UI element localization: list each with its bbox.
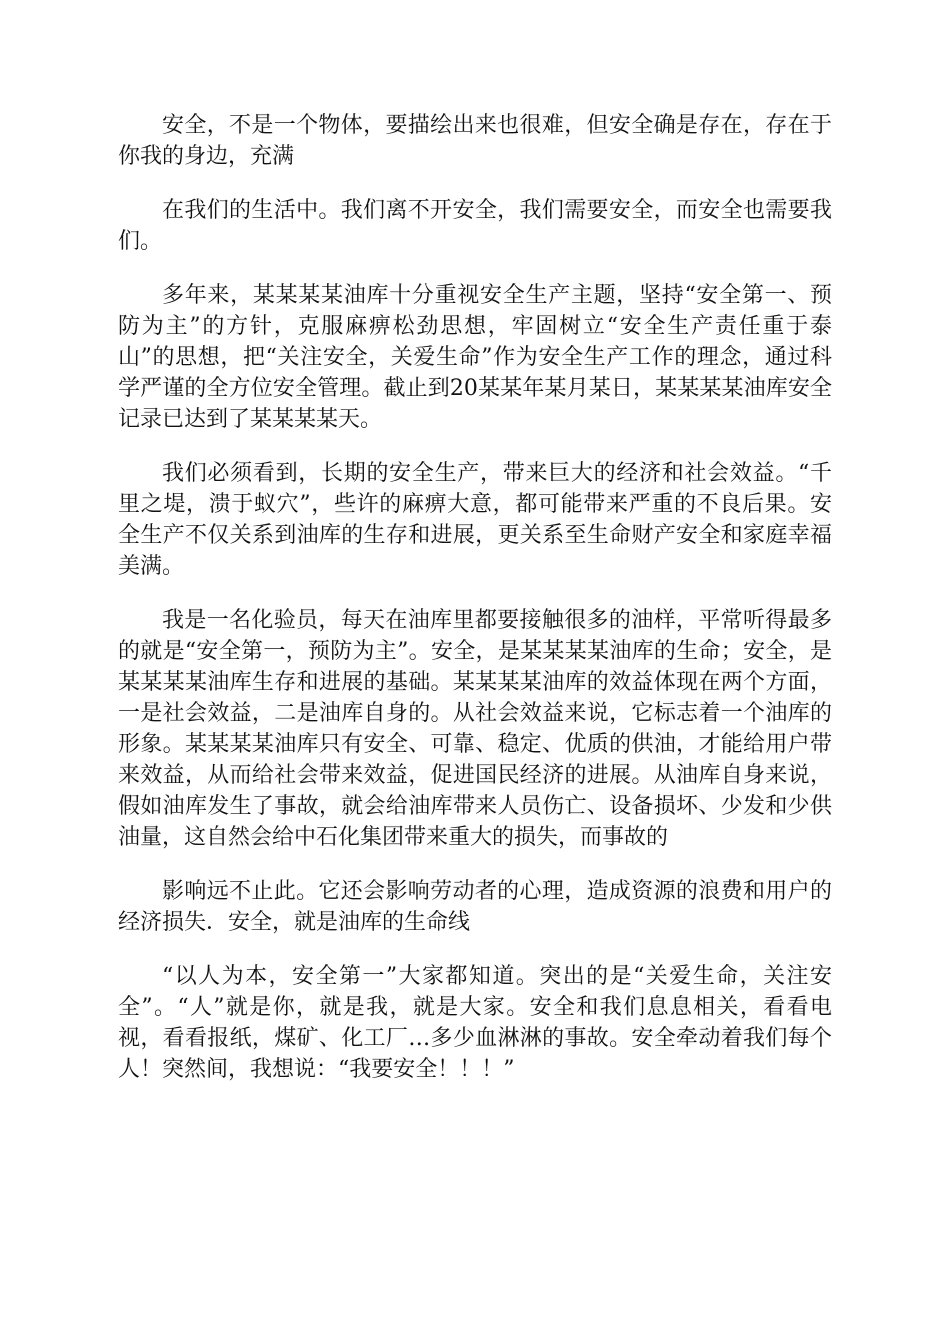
paragraph-4: 我们必须看到，长期的安全生产，带来巨大的经济和社会效益。“千里之堤，溃于蚁穴”，些许的麻痹大意，都可能带来严重的不良后果。安全生产不仅关系到油库的生存和进展，更关系至生命财产安全和家庭幸福美满。 <box>118 461 832 579</box>
paragraph-2: 在我们的生活中。我们离不开安全，我们需要安全，而安全也需要我们。 <box>118 198 832 254</box>
paragraph-3: 多年来，某某某某油库十分重视安全生产主题，坚持“安全第一、预防为主”的方针，克服麻痹松劲思想，牢固树立“安全生产责任重于泰山”的思想，把“关注安全，关爱生命”作为安全生产工作的理念，通过科学严谨的全方位安全管理。截止到20某某年某月某日，某某某某油库安全记录已达到了某某某某天。 <box>118 283 832 432</box>
paragraph-6: 影响远不止此。它还会影响劳动者的心理，造成资源的浪费和用户的经济损失．安全，就是油库的生命线 <box>118 879 832 935</box>
paragraph-5: 我是一名化验员，每天在油库里都要接触很多的油样，平常听得最多的就是“安全第一，预防为主”。安全，是某某某某油库的生命；安全，是某某某某油库生存和进展的基础。某某某某油库的效益体现在两个方面，一是社会效益，二是油库自身的。从社会效益来说，它标志着一个油库的形象。某某某某油库只有安全、可靠、稳定、优质的供油，才能给用户带来效益，从而给社会带来效益，促进国民经济的进展。从油库自身来说，假如油库发生了事故，就会给油库带来人员伤亡、设备损坏、少发和少供油量，这自然会给中石化集团带来重大的损失，而事故的 <box>118 608 832 850</box>
paragraph-7: “以人为本，安全第一”大家都知道。突出的是“关爱生命，关注安全”。“人”就是你，就是我，就是大家。安全和我们息息相关，看看电视，看看报纸，煤矿、化工厂…多少血淋淋的事故。安全牵动着我们每个人！突然间，我想说：“我要安全！！！” <box>118 964 832 1082</box>
document-body <box>118 110 832 1108</box>
paragraph-1: 安全，不是一个物体，要描绘出来也很难，但安全确是存在，存在于你我的身边，充满 <box>118 113 832 169</box>
